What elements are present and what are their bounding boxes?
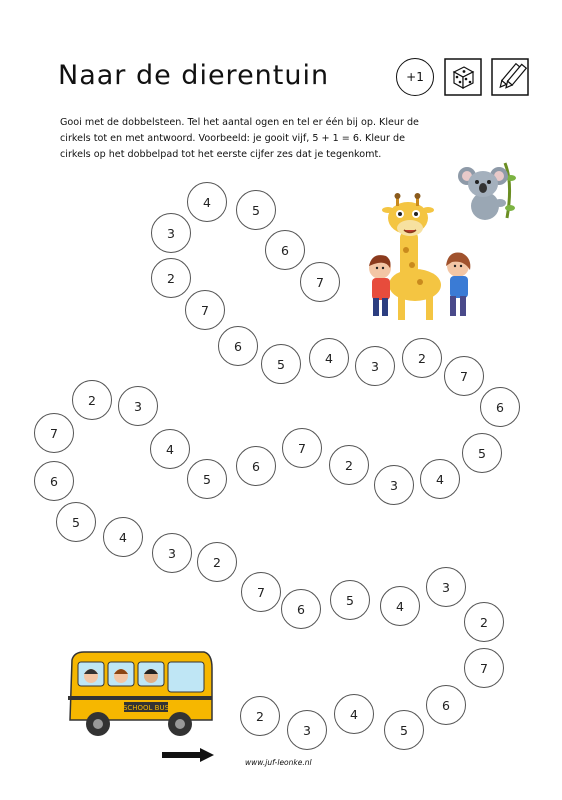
path-circle[interactable]: 6 — [426, 685, 466, 725]
path-circle[interactable]: 5 — [462, 433, 502, 473]
path-circle[interactable]: 3 — [152, 533, 192, 573]
path-circle[interactable]: 7 — [282, 428, 322, 468]
path-circle[interactable]: 4 — [150, 429, 190, 469]
path-circle[interactable]: 6 — [281, 589, 321, 629]
instruction-line: cirkels op het dobbelpad tot het eerste cijfer zes dat je tegenkomt. — [60, 149, 382, 160]
path-circle[interactable]: 3 — [355, 346, 395, 386]
path-circle[interactable]: 2 — [329, 445, 369, 485]
path-circle[interactable]: 2 — [72, 380, 112, 420]
path-circle[interactable]: 4 — [420, 459, 460, 499]
instruction-line: cirkels tot en met antwoord. Voorbeeld: je gooit vijf, 5 + 1 = 6. Kleur de — [60, 133, 405, 144]
path-circle[interactable]: 5 — [236, 190, 276, 230]
path-circle[interactable]: 6 — [480, 387, 520, 427]
path-circle[interactable]: 7 — [34, 413, 74, 453]
path-circle[interactable]: 5 — [56, 502, 96, 542]
pencil-icon — [491, 58, 529, 96]
path-circle[interactable]: 3 — [374, 465, 414, 505]
plus-one-icon — [396, 58, 434, 96]
path-circle[interactable]: 5 — [330, 580, 370, 620]
path-circle[interactable]: 6 — [34, 461, 74, 501]
page-title: Naar de dierentuin — [58, 60, 330, 91]
path-circle[interactable]: 4 — [380, 586, 420, 626]
path-circle[interactable]: 3 — [426, 567, 466, 607]
path-circle[interactable]: 7 — [241, 572, 281, 612]
path-circle[interactable]: 6 — [236, 446, 276, 486]
plus-one-label: +1 — [406, 70, 424, 84]
giraffe-with-children-icon — [360, 190, 478, 325]
instruction-line: Gooi met de dobbelsteen. Tel het aantal ogen en tel er één bij op. Kleur de — [60, 117, 419, 128]
path-circle[interactable]: 6 — [265, 230, 305, 270]
path-circle[interactable]: 3 — [118, 386, 158, 426]
path-circle[interactable]: 2 — [151, 258, 191, 298]
path-circle[interactable]: 2 — [197, 542, 237, 582]
path-circle[interactable]: 7 — [444, 356, 484, 396]
path-circle[interactable]: 2 — [402, 338, 442, 378]
path-circle[interactable]: 5 — [261, 344, 301, 384]
dice-icon — [444, 58, 482, 96]
path-circle[interactable]: 6 — [218, 326, 258, 366]
path-circle[interactable]: 3 — [151, 213, 191, 253]
path-circle[interactable]: 4 — [187, 182, 227, 222]
path-circle[interactable]: 4 — [103, 517, 143, 557]
path-circle[interactable]: 7 — [185, 290, 225, 330]
path-circle[interactable]: 5 — [384, 710, 424, 750]
bus-sign: SCHOOL BUS — [122, 704, 170, 712]
path-circle[interactable]: 7 — [300, 262, 340, 302]
path-circle[interactable]: 5 — [187, 459, 227, 499]
path-circle[interactable]: 2 — [464, 602, 504, 642]
path-circle[interactable]: 4 — [334, 694, 374, 734]
path-circle[interactable]: 2 — [240, 696, 280, 736]
instructions — [60, 115, 510, 163]
path-circle[interactable]: 7 — [464, 648, 504, 688]
school-bus-icon — [64, 648, 214, 743]
path-circle[interactable]: 4 — [309, 338, 349, 378]
arrow-right-icon — [162, 748, 214, 762]
path-circle[interactable]: 3 — [287, 710, 327, 750]
footer-url: www.juf-leonke.nl — [245, 758, 312, 767]
